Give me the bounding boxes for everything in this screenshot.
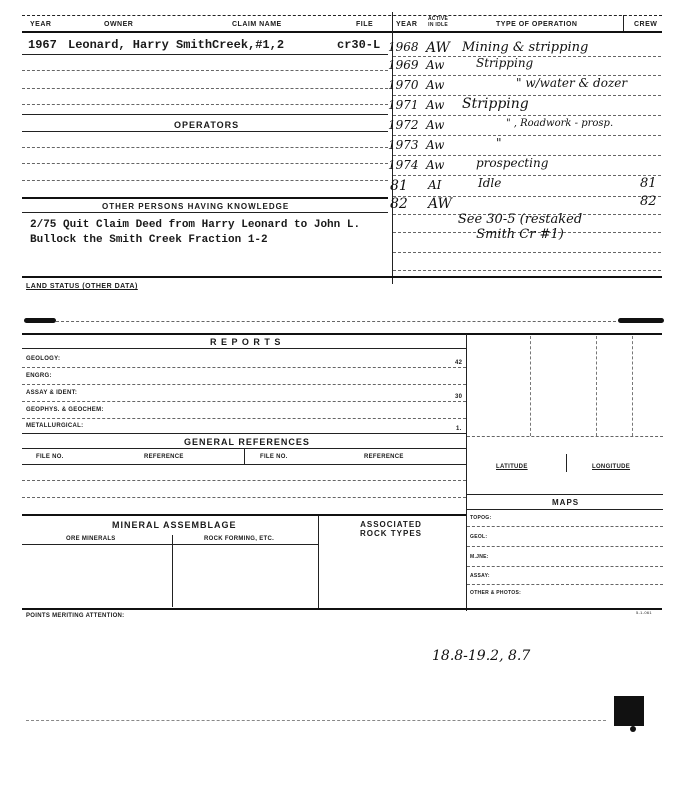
header-type-of-operation: TYPE OF OPERATION	[496, 21, 578, 28]
op-status-8: AI	[428, 178, 442, 192]
op-line-11	[393, 252, 661, 253]
gen-ref-line-2	[22, 497, 466, 498]
header-active-idle: ACTIVE IN IDLE	[428, 16, 449, 28]
form-number: 5-1-061	[636, 610, 652, 615]
longitude-label: LONGITUDE	[592, 464, 631, 470]
reports-title: R E P O R T S	[210, 337, 282, 347]
report-assay: ASSAY & IDENT:	[26, 390, 78, 396]
op-year-5: 1972	[388, 118, 419, 132]
op-line-4	[393, 115, 661, 116]
report-mark-2: 30	[455, 394, 463, 400]
maps-topog: TOPOG:	[470, 515, 492, 521]
header-rule	[22, 31, 662, 33]
loc-grid-v2	[596, 336, 597, 436]
gen-ref-col-file-2: FILE NO.	[260, 454, 288, 460]
lat-long-divider	[566, 454, 567, 472]
scan-smudge-right	[618, 318, 664, 323]
operators-bottom	[22, 197, 388, 199]
maps-title: MAPS	[552, 498, 580, 507]
owner-line-1	[22, 54, 388, 55]
report-engrg: ENGRG:	[26, 373, 52, 379]
report-line-4	[22, 418, 466, 419]
general-references-title: GENERAL REFERENCES	[184, 437, 310, 447]
lower-grid-bottom	[22, 608, 662, 610]
report-geophys: GEOPHYS. & GEOCHEM:	[26, 407, 104, 413]
report-line-1	[22, 367, 466, 368]
gen-ref-bottom	[22, 514, 466, 516]
op-line-7	[393, 175, 661, 176]
loc-grid-h	[467, 436, 663, 437]
op-year-8: 81	[390, 178, 408, 194]
see-note: See 30-5 (restaked Smith Cr #1)	[457, 212, 583, 242]
ore-minerals-label: ORE MINERALS	[66, 536, 116, 542]
reports-bottom	[22, 433, 466, 434]
op-operation-4: Stripping	[462, 96, 529, 112]
owner-line-3	[22, 88, 388, 89]
op-status-6: Aw	[426, 138, 445, 152]
latitude-label: LATITUDE	[496, 464, 528, 470]
mineral-header-rule	[22, 544, 318, 545]
land-status-line	[56, 321, 616, 322]
land-status-label: LAND STATUS (OTHER DATA)	[26, 283, 138, 290]
scan-dot-bottom-right	[630, 726, 636, 732]
op-status-1: AW	[426, 40, 450, 56]
header-claim-name: CLAIM NAME	[232, 21, 282, 28]
gen-ref-line-1	[22, 480, 466, 481]
op-year-3: 1970	[388, 78, 419, 92]
operator-line-2	[22, 163, 388, 164]
report-line-2	[22, 384, 466, 385]
other-persons-rule	[22, 212, 388, 213]
crew-divider	[623, 15, 624, 31]
owner-line-2	[22, 70, 388, 71]
op-year-6: 1973	[388, 138, 419, 152]
owner-line-5	[22, 114, 388, 115]
claim-file-number: cr30-L	[337, 38, 381, 52]
op-status-2: Aw	[426, 58, 445, 72]
op-year-7: 1974	[388, 158, 419, 172]
op-year-4: 1971	[388, 98, 419, 112]
op-line-12	[393, 270, 661, 271]
mineral-col-divider-2	[318, 516, 319, 608]
op-line-5	[393, 135, 661, 136]
op-operation-8: Idle	[478, 176, 502, 190]
claim-owner-name: Leonard, Harry SmithCreek,#1,2	[68, 38, 285, 52]
op-year-2: 1969	[388, 58, 419, 72]
op-operation-1: Mining & stripping	[462, 40, 589, 55]
maps-line-3	[467, 566, 663, 567]
other-persons-title: OTHER PERSONS HAVING KNOWLEDGE	[102, 202, 290, 211]
bottom-handwritten-note: 18.8-19.2, 8.7	[432, 648, 531, 664]
reports-rule	[22, 348, 466, 349]
header-owner: OWNER	[104, 21, 134, 28]
owner-line-4	[22, 104, 388, 105]
op-status-9: AW	[428, 196, 452, 212]
report-mark-3: 1.	[456, 426, 462, 432]
gen-ref-col-divider	[244, 448, 245, 464]
op-crew-9: 82	[640, 194, 657, 209]
op-crew-8: 81	[640, 176, 657, 191]
gen-ref-col-ref-1: REFERENCE	[144, 454, 184, 460]
maps-line-2	[467, 546, 663, 547]
op-operation-7: prospecting	[476, 156, 549, 170]
header-year-2: YEAR	[396, 21, 418, 28]
gen-ref-header-bottom	[22, 464, 466, 465]
maps-header-rule	[467, 509, 663, 510]
maps-line-4	[467, 584, 663, 585]
claim-year: 1967	[28, 38, 57, 52]
header-file: FILE	[356, 21, 374, 28]
maps-assay: ASSAY:	[470, 573, 490, 579]
op-operation-3: " w/water & dozer	[516, 76, 628, 90]
report-metallurgical: METALLURGICAL:	[26, 423, 84, 429]
header-crew: CREW	[634, 21, 658, 28]
mineral-assemblage-title: MINERAL ASSEMBLAGE	[112, 520, 237, 530]
loc-grid-v3	[632, 336, 633, 436]
mineral-col-divider-1	[172, 535, 173, 607]
maps-line-1	[467, 526, 663, 527]
scan-blob-bottom-right	[614, 696, 644, 726]
operator-line-1	[22, 147, 388, 148]
op-status-7: Aw	[426, 158, 445, 172]
points-meriting-attention-label: POINTS MERITING ATTENTION:	[26, 613, 125, 619]
header-year: YEAR	[30, 21, 52, 28]
gen-ref-col-ref-2: REFERENCE	[364, 454, 404, 460]
report-geology: GEOLOGY:	[26, 356, 61, 362]
bottom-scan-line	[26, 720, 606, 721]
scan-smudge-left	[24, 318, 56, 323]
gen-ref-col-file-1: FILE NO.	[36, 454, 64, 460]
maps-geol: GEOL:	[470, 534, 488, 540]
operator-line-3	[22, 180, 388, 181]
op-status-4: Aw	[426, 98, 445, 112]
land-status-rule	[22, 276, 662, 278]
maps-mine: M.JNE:	[470, 554, 489, 560]
report-line-3	[22, 401, 466, 402]
other-persons-line-2: Bullock the Smith Creek Fraction 1-2	[30, 234, 268, 246]
associated-rock-types-label: ASSOCIATED ROCK TYPES	[360, 520, 423, 538]
other-persons-line-1: 2/75 Quit Claim Deed from Harry Leonard to John L.	[30, 219, 361, 231]
operators-rule	[22, 131, 388, 132]
maps-other-photos: OTHER & PHOTOS:	[470, 590, 522, 596]
rock-forming-label: ROCK FORMING, ETC.	[204, 536, 275, 542]
operators-title: OPERATORS	[174, 120, 240, 130]
maps-top-rule	[467, 494, 663, 495]
op-operation-6: "	[496, 136, 502, 150]
op-status-3: Aw	[426, 78, 445, 92]
report-mark-1: 42	[455, 360, 463, 366]
loc-grid-v1	[530, 336, 531, 436]
op-year-9: 82	[390, 196, 408, 212]
lower-grid-divider	[466, 334, 467, 611]
top-edge-line	[22, 15, 662, 16]
op-status-5: Aw	[426, 118, 445, 132]
op-operation-2: Stripping	[476, 56, 534, 70]
lower-grid-top	[22, 333, 662, 335]
op-year-1: 1968	[388, 40, 419, 54]
op-operation-5: " , Roadwork - prosp.	[506, 118, 614, 129]
